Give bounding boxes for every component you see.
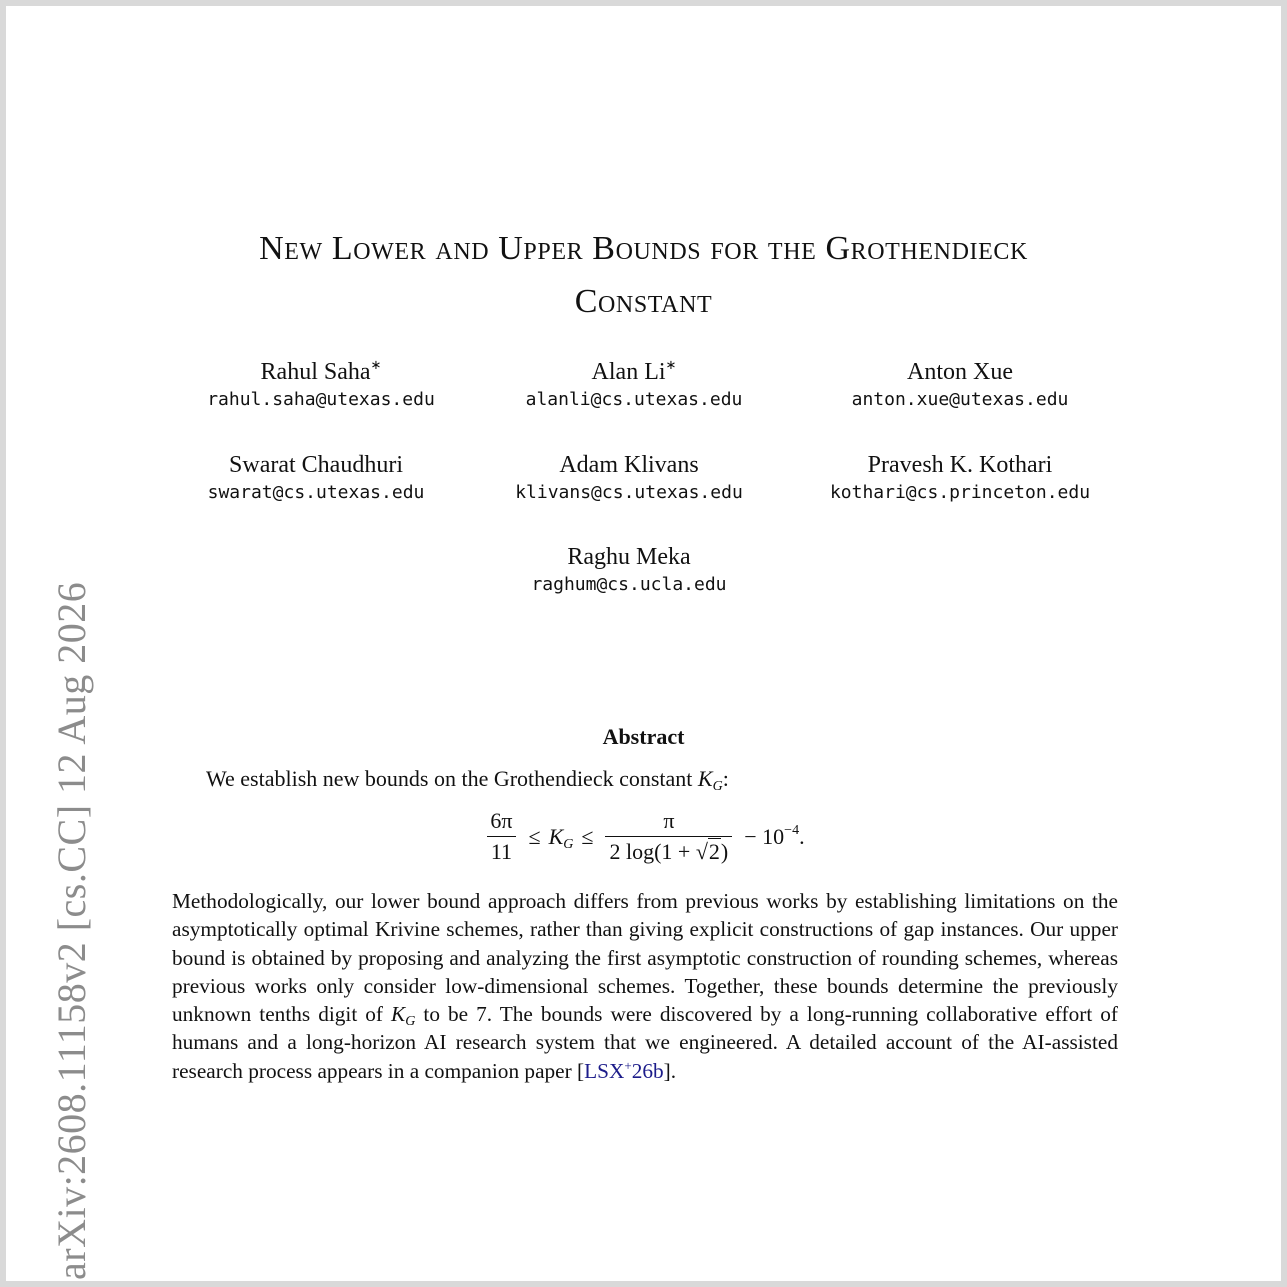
author-name: Swarat Chaudhuri <box>229 452 403 478</box>
author-email[interactable]: kothari@cs.princeton.edu <box>829 482 1091 503</box>
author-name: Anton Xue <box>907 359 1013 385</box>
author-block <box>161 357 481 413</box>
author-block <box>469 542 789 598</box>
grothendieck-constant-symbol: $K_G$ <box>548 823 574 852</box>
bounds-formula: $\frac{6\pi}{11}$ ≤ $K_G$ ≤ $\frac{\pi}{2 \log(1 + √2)}$ − $10^{-4}$. <box>0 808 1287 865</box>
author-email[interactable]: klivans@cs.utexas.edu <box>515 482 743 503</box>
upper-bound-fraction: $\frac{\pi}{2 \log(1 + √2)}$ <box>605 808 732 865</box>
author-block <box>800 357 1120 413</box>
citation-link[interactable]: LSX+26b <box>584 1057 664 1083</box>
equal-contribution-marker: ∗ <box>665 357 677 372</box>
author-name: Pravesh K. Kothari <box>867 452 1053 478</box>
author-name: Raghu Meka <box>567 544 691 570</box>
paper-page <box>6 6 1281 1281</box>
title-line-2: Constant <box>574 283 713 320</box>
author-name: Adam Klivans <box>559 452 699 478</box>
author-email[interactable]: alanli@cs.utexas.edu <box>525 389 743 410</box>
author-name: Alan Li∗ <box>591 357 677 385</box>
abstract-heading: Abstract <box>602 724 685 749</box>
author-block <box>474 357 794 413</box>
abstract-body: Methodologically, our lower bound approach differs from previous works by establishing limitations on the asymptotically optimal Krivine schemes, rather than giving explicit constructions of gap instances. Our upper bound is obtained by proposing and analyzing the first asymptotic construction of rounding schemes, whereas previous works only consider low-dimensional schemes. Together, these bounds determine the previously unknown tenths digit of $K_G$ to be 7. The bounds were discovered by a long-running collaborative effort of humans and a long-horizon AI research system that we engineered. A detailed account of the AI-assisted research process appears in a companion paper [LSX+26b]. <box>172 889 1119 1083</box>
arxiv-identifier-stamp: arXiv:2608.11158v2 [cs.CC] 12 Aug 2026 <box>49 581 94 1280</box>
author-block <box>800 450 1120 506</box>
author-email[interactable]: swarat@cs.utexas.edu <box>207 482 425 503</box>
equal-contribution-marker: ∗ <box>370 357 382 372</box>
title-line-1: New Lower and Upper Bounds for the Grothendieck <box>259 230 1028 267</box>
abstract-intro: We establish new bounds on the Grothendieck constant $K_G$: <box>206 766 729 794</box>
author-email[interactable]: raghum@cs.ucla.edu <box>531 574 727 595</box>
author-email[interactable]: anton.xue@utexas.edu <box>851 389 1069 410</box>
author-block <box>156 450 476 506</box>
paper-title <box>0 222 1287 328</box>
author-block <box>469 450 789 506</box>
author-email[interactable]: rahul.saha@utexas.edu <box>207 389 435 410</box>
lower-bound-fraction: $\frac{6\pi}{11}$ <box>486 808 516 865</box>
author-name: Rahul Saha∗ <box>260 357 382 385</box>
